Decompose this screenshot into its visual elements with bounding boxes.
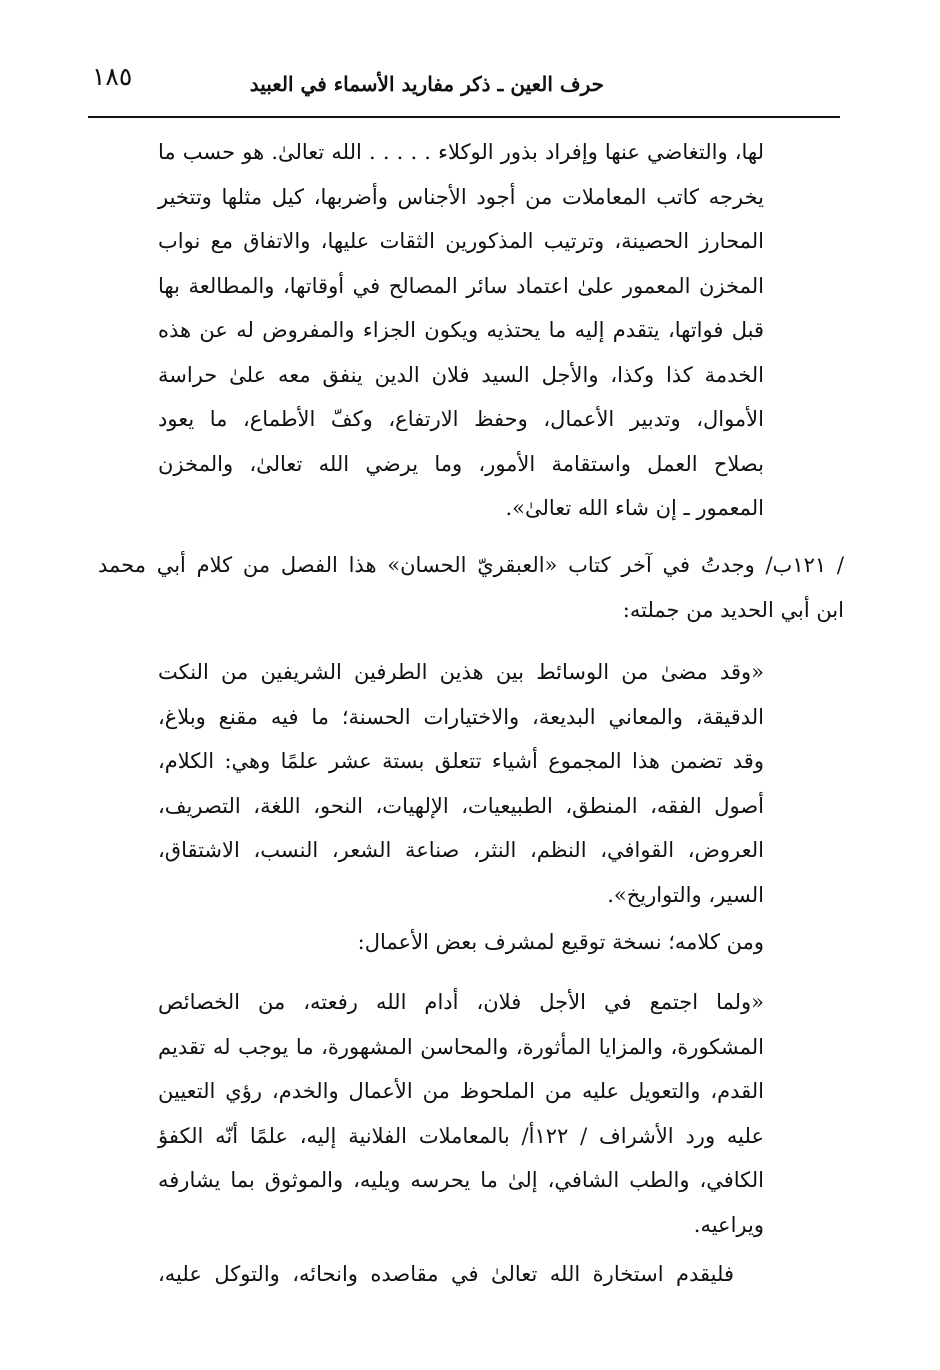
paragraph-found-in-book [98,543,844,632]
paragraph-quote-appointment [158,980,764,1247]
paragraph-letter-continuation [158,130,764,531]
text-line: المشكورة، والمزايا المأثورة، والمحاسن المشهورة، ما يوجب له تقديم [158,1034,764,1059]
page-header [88,60,840,118]
text-line: المحارز الحصينة، وترتيب المذكورين الثقات عليها، والاتفاق مع نواب [158,229,764,253]
paragraph-from-his-words [158,920,764,965]
text-line: «ولما اجتمع في الأجل فلان، أدام الله رفعته، من الخصائص [158,990,764,1014]
text-line: فليقدم استخارة الله تعالىٰ في مقاصده وانحائه، والتوكل عليه، [158,1262,734,1286]
text-line: قبل فواتها، يتقدم إليه ما يحتذيه ويكون الجزاء والمفروض له عن هذه [158,318,764,342]
text-line: القدم، والتعويل عليه من الملحوظ من الأعمال والخدم، رؤي التعيين [158,1079,764,1103]
text-line: ويراعيه. [693,1212,764,1237]
text-line: الدقيقة، والمعاني البديعة، والاختيارات الحسنة؛ ما فيه مقنع وبلاغ، [158,704,764,729]
text-line: / ١٢١ب/ وجدتُ في آخر كتاب «العبقريّ الحسان» هذا الفصل من كلام أبي محمد [98,553,844,577]
running-title: حرف العين ـ ذكر مفاريد الأسماء في العبيد [249,72,604,96]
text-line: لها، والتغاضي عنها وإفراد بذور الوكلاء . . . . . الله تعالىٰ. هو حسب ما [158,140,764,164]
paragraph-final [158,1252,734,1297]
text-line: ومن كلامه؛ نسخة توقيع لمشرف بعض الأعمال: [357,930,764,954]
text-line: يخرجه كاتب المعاملات من أجود الأجناس وأضربها، كيل مثلها وتتخير [158,184,764,209]
text-line: العروض، القوافي، النظم، النثر، صناعة الشعر، النسب، الاشتقاق، [158,838,764,862]
text-line: ابن أبي الحديد من جملته: [622,597,844,622]
text-line: وقد تضمن هذا المجموع أشياء تتعلق بستة عشر علمًا وهي: الكلام، [158,749,764,773]
paragraph-quote-sciences [158,650,764,917]
text-line: عليه ورد الأشراف / ١٢٢أ/ بالمعاملات الفلانية إليه، علمًا أنّه الكفؤ [158,1123,765,1148]
text-line: المعمور ـ إن شاء الله تعالىٰ». [505,496,764,520]
text-line: السير، والتواريخ». [607,882,764,907]
text-line: الكافي، والطب الشافي، إلىٰ ما يحرسه ويليه، والموثوق بما يشارفه [158,1168,764,1192]
header-rule [88,116,840,118]
text-line: الخدمة كذا وكذا، والأجل السيد فلان الدين ينفق معه علىٰ حراسة [158,362,764,387]
text-line: أصول الفقه، المنطق، الطبيعيات، الإلهيات، النحو، اللغة، التصريف، [158,793,764,818]
text-line: الأموال، وتدبير الأعمال، وحفظ الارتفاع، وكفّ الأطماع، ما يعود [158,407,764,431]
text-line: «وقد مضىٰ من الوسائط بين هذين الطرفين الشريفين من النكت [158,660,764,684]
text-line: بصلاح العمل واستقامة الأمور، وما يرضي الله تعالىٰ، والمخزن [158,451,764,476]
text-line: المخزن المعمور علىٰ اعتماد سائر المصالح في أوقاتها، والمطالعة بها [158,273,764,298]
page-number: ١٨٥ [92,62,133,91]
